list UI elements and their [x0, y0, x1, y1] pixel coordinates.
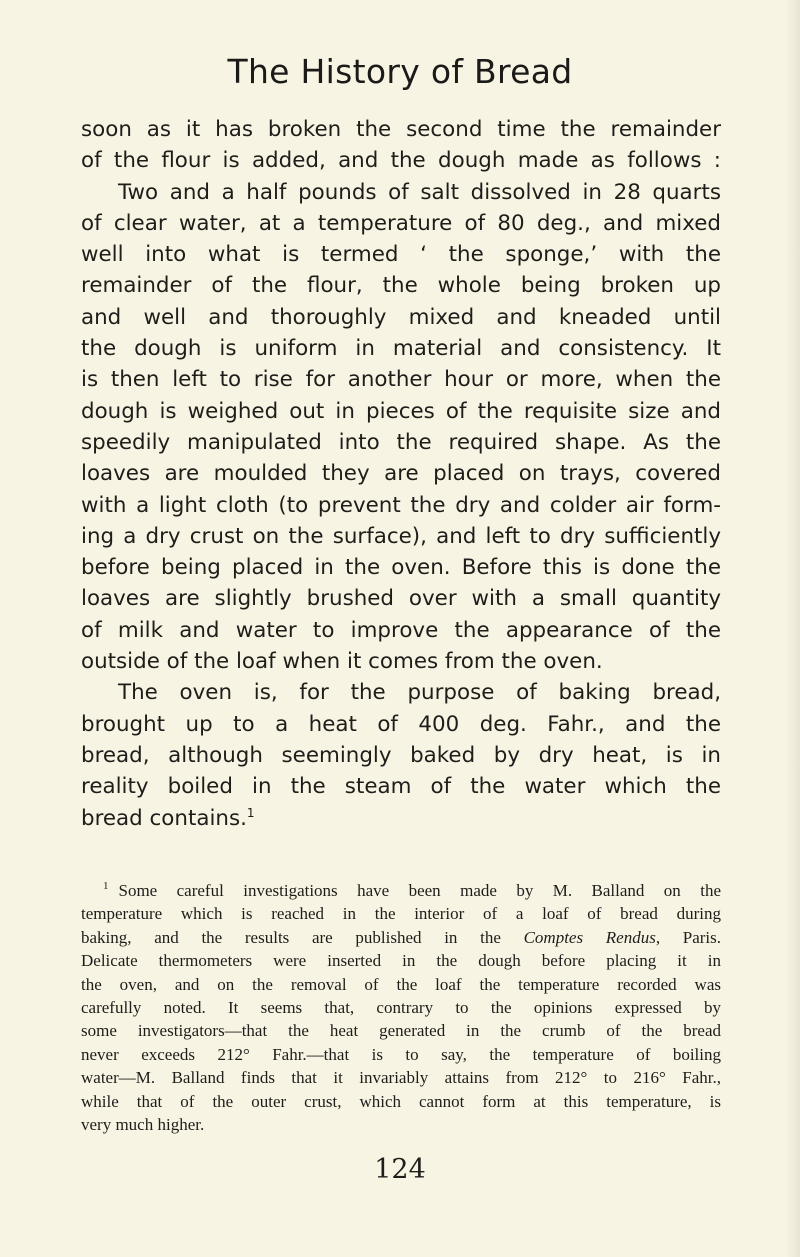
- body-line: loaves are slightly brushed over with a small quantity: [81, 586, 721, 612]
- body-line: ing a dry crust on the surface), and left to dry sufficiently: [81, 523, 721, 549]
- body-line: remainder of the flour, the whole being broken up: [81, 273, 721, 299]
- body-line: speedily manipulated into the required shape. As the: [81, 429, 721, 455]
- footnote-line: never exceeds 212° Fahr.—that is to say, the temperature of boiling: [81, 1044, 721, 1064]
- body-line: with a light cloth (to prevent the dry and colder air form-: [81, 492, 721, 518]
- body-line: loaves are moulded they are placed on trays, covered: [81, 461, 721, 487]
- body-line: is then left to rise for another hour or more, when the: [81, 367, 721, 393]
- footnote-line: some investigators—that the heat generated in the crumb of the bread: [81, 1021, 721, 1041]
- body-line: Two and a half pounds of salt dissolved in 28 quarts: [118, 179, 721, 205]
- footnote-citation: Comptes Rendus: [523, 927, 656, 947]
- footnote-mark: 1: [103, 880, 109, 893]
- footnote-text: Some careful investigations have been made by M. Balland on the: [118, 881, 721, 900]
- body-line: the dough is uniform in material and consistency. It: [81, 336, 721, 362]
- footnote-line: temperature which is reached in the interior of a loaf of bread during: [81, 904, 721, 924]
- body-line-text: bread contains.: [81, 805, 247, 831]
- body-line-last: [81, 803, 721, 834]
- footnote-line: [81, 879, 721, 902]
- body-line: The oven is, for the purpose of baking bread,: [118, 680, 721, 706]
- footnote-line: the oven, and on the removal of the loaf the temperature recorded was: [81, 974, 721, 994]
- footnote-text: , Paris.: [655, 927, 721, 947]
- body-line: outside of the loaf when it comes from the oven.: [81, 649, 603, 675]
- footnote-line: Delicate thermometers were inserted in the dough before placing it in: [81, 951, 721, 971]
- body-line: well into what is termed ‘ the sponge,’ with the: [81, 242, 721, 268]
- body-line: reality boiled in the steam of the water which the: [81, 774, 721, 800]
- footnote-line: very much higher.: [81, 1115, 205, 1135]
- body-line: of milk and water to improve the appearance of the: [81, 617, 721, 643]
- body-line: before being placed in the oven. Before this is done the: [81, 555, 721, 581]
- body-line: and well and thoroughly mixed and kneaded until: [81, 304, 721, 330]
- footnote-line: [81, 926, 721, 949]
- body-line: dough is weighed out in pieces of the requisite size and: [81, 398, 721, 424]
- body-line: bread, although seemingly baked by dry heat, is in: [81, 742, 721, 768]
- page-edge-shadow: [786, 0, 800, 1257]
- page-number: 124: [374, 1154, 426, 1185]
- running-title: The History of Bread: [227, 52, 573, 91]
- footnote: [81, 879, 721, 1136]
- footnote-text: baking, and the results are published in the: [81, 927, 501, 947]
- footnote-line: while that of the outer crust, which cannot form at this temperature, is: [81, 1091, 721, 1111]
- footnote-line: carefully noted. It seems that, contrary to the opinions expressed by: [81, 998, 721, 1018]
- footnote-reference[interactable]: 1: [246, 805, 255, 820]
- body-line: brought up to a heat of 400 deg. Fahr., and the: [81, 711, 721, 737]
- body-line: of the flour is added, and the dough made as follows :: [81, 148, 721, 174]
- body-line: soon as it has broken the second time the remainder: [81, 117, 721, 142]
- body-line: of clear water, at a temperature of 80 deg., and mixed: [81, 210, 721, 236]
- footnote-line: water—M. Balland finds that it invariably attains from 212° to 216° Fahr.,: [81, 1068, 721, 1088]
- body-paragraphs: [81, 114, 721, 834]
